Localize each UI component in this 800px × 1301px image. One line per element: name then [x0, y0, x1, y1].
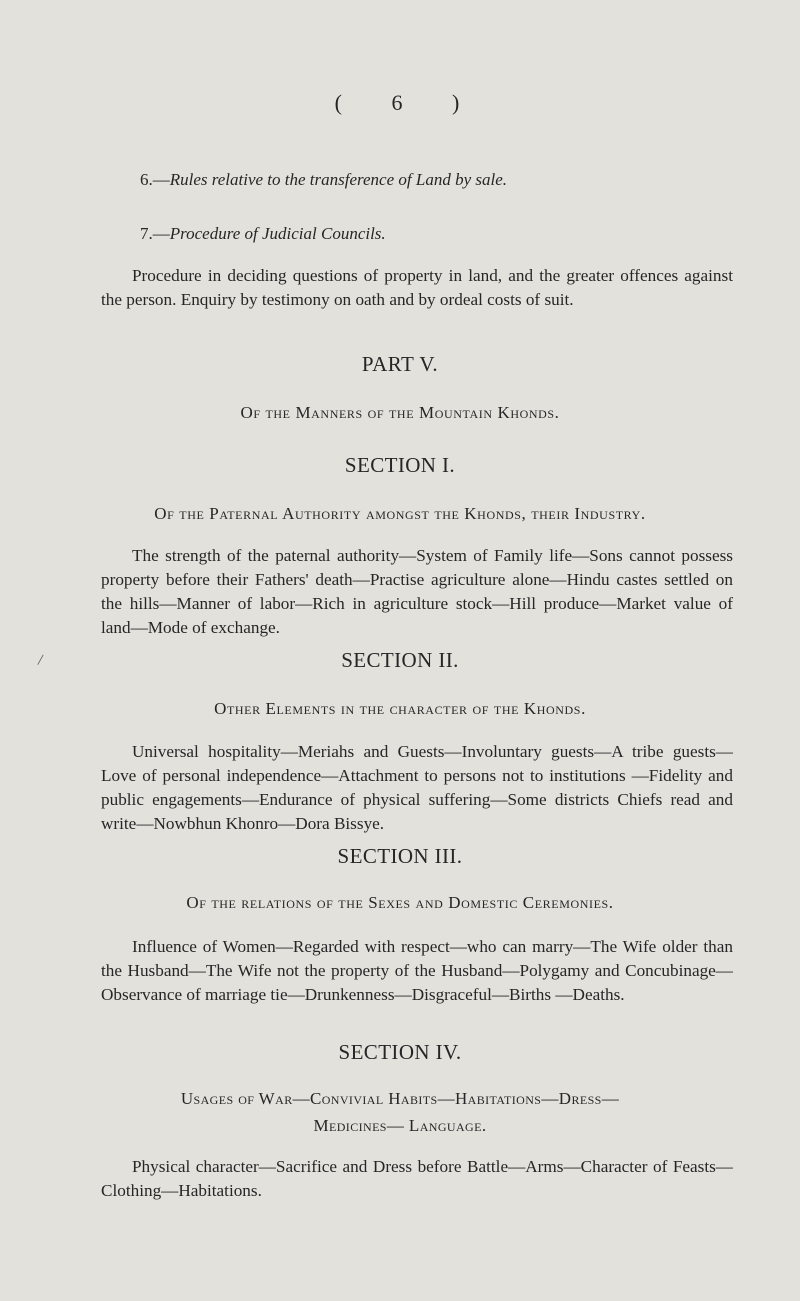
- procedure-paragraph: Procedure in deciding questions of property in land, and the greater offences against the person. Enquiry by testimony on oath and by ordeal costs of suit.: [101, 266, 733, 309]
- section-2-heading: SECTION II.: [341, 648, 459, 672]
- item-number: 7.: [140, 224, 153, 243]
- margin-mark: /: [36, 651, 44, 670]
- item-dash: —: [152, 224, 170, 243]
- section-1-text: The strength of the paternal authority—System of Family life—Sons cannot possess property before their Fathers' death—Practise agriculture alone—Hindu castes settled on the hills—Manner of labor—Rich in agriculture stock—Hill produce—Market value of land—Mode of exchange.: [101, 546, 733, 637]
- section-1-subtitle: Of the Paternal Authority amongst the Khonds, their Industry.: [154, 504, 646, 523]
- item-title: Rules relative to the transference of Land by sale.: [169, 170, 508, 189]
- page-number: ( 6 ): [334, 90, 482, 115]
- item-title: Procedure of Judicial Councils.: [169, 224, 386, 243]
- item-number: 6.: [140, 170, 153, 189]
- section-3-heading: SECTION III.: [337, 844, 463, 868]
- section-3-text: Influence of Women—Regarded with respect—who can marry—The Wife older than the Husband—The Wife not the property of the Husband—Polygamy and Concubinage—Observance of marriage tie—Drunkenness—Disgraceful—Births —Deaths.: [101, 937, 733, 1004]
- part-subtitle: Of the Manners of the Mountain Khonds.: [240, 403, 560, 422]
- section-4-text: Physical character—Sacrifice and Dress before Battle—Arms—Character of Feasts—Clothing—Habitations.: [101, 1157, 733, 1200]
- item-6: [140, 170, 507, 190]
- item-7: [140, 224, 386, 244]
- section-4-subtitle: Usages of War—Convivial Habits—Habitations—Dress—Medicines— Language.: [180, 1089, 620, 1135]
- section-4-heading: SECTION IV.: [338, 1040, 462, 1064]
- section-3-subtitle: Of the relations of the Sexes and Domestic Ceremonies.: [186, 893, 614, 912]
- section-1-heading: SECTION I.: [344, 453, 456, 477]
- section-2-subtitle: Other Elements in the character of the Khonds.: [214, 699, 586, 718]
- part-title: PART V.: [361, 352, 439, 376]
- item-dash: —: [152, 170, 170, 189]
- section-2-text: Universal hospitality—Meriahs and Guests—Involuntary guests—A tribe guests—Love of personal independence—Attachment to persons not to institutions —Fidelity and public engagements—Endurance of physical suffering—Some districts Chiefs read and write—Nowbhun Khonro—Dora Bissye.: [101, 742, 733, 833]
